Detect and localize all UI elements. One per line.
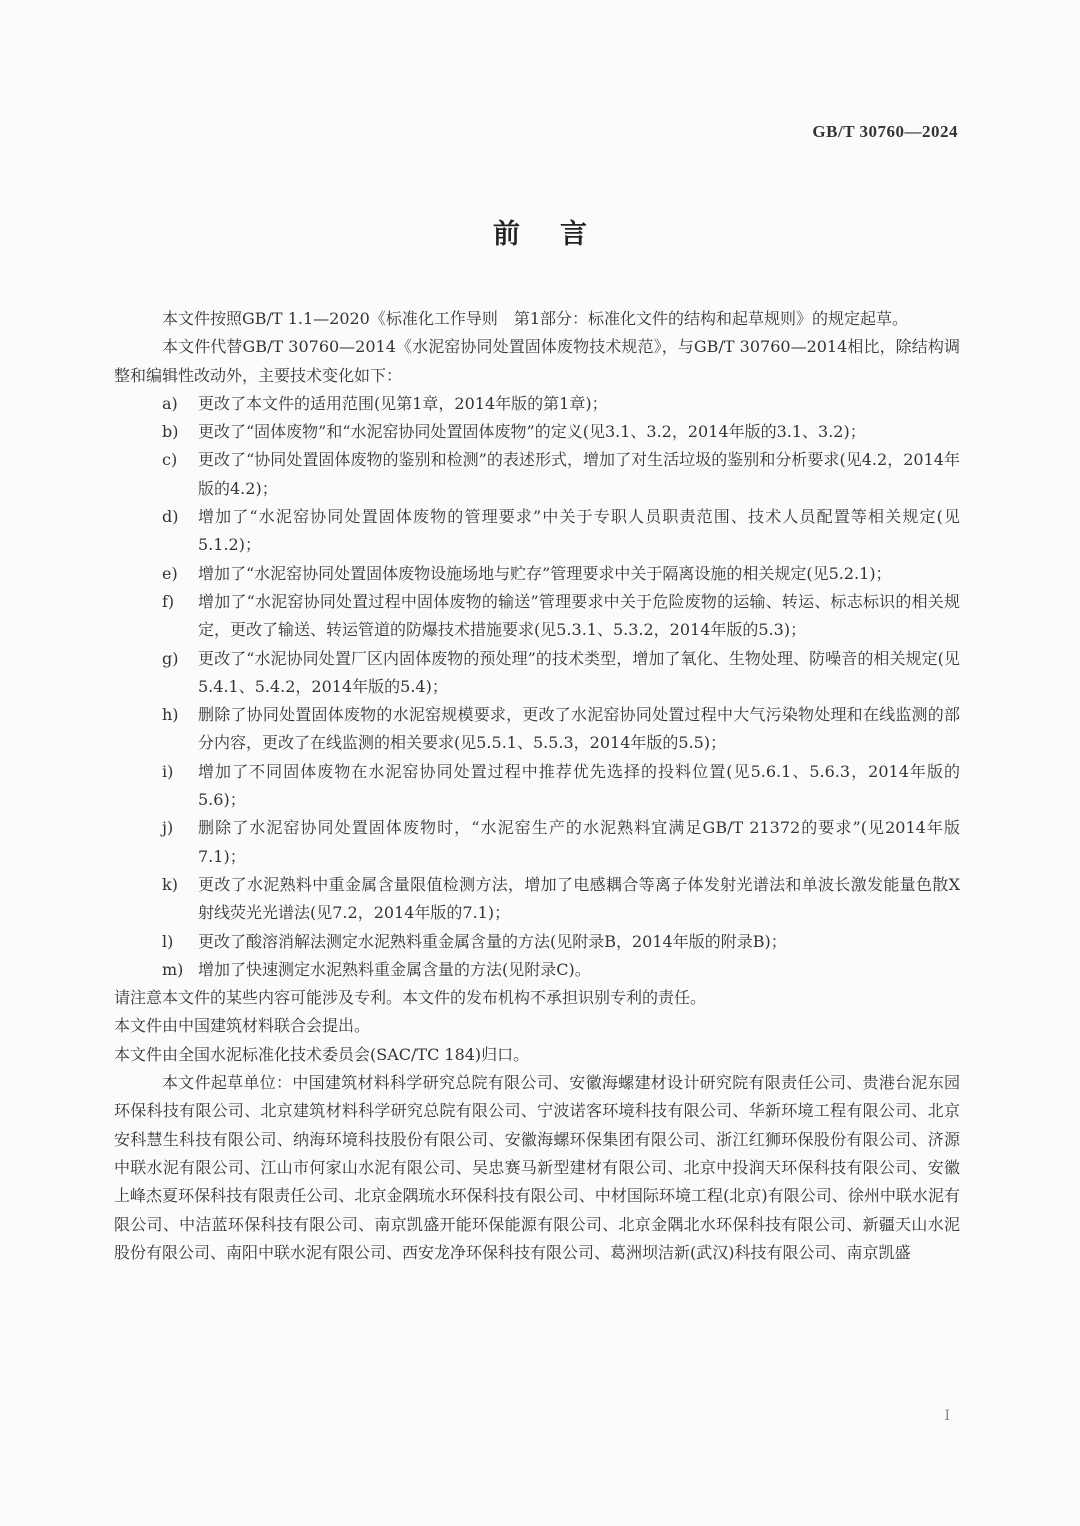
item-label: m) bbox=[162, 959, 184, 979]
changes-list bbox=[114, 390, 960, 984]
item-label: b) bbox=[162, 422, 179, 442]
item-text: 删除了协同处置固体废物的水泥窑规模要求，更改了水泥窑协同处置过程中大气污染物处理和在线监测的部分内容，更改了在线监测的相关要求(见5.5.1、5.5.3，2014年版的5.5)； bbox=[198, 705, 960, 753]
item-label: e) bbox=[162, 563, 178, 583]
patent-notice: 请注意本文件的某些内容可能涉及专利。本文件的发布机构不承担识别专利的责任。 bbox=[114, 988, 707, 1008]
item-text: 更改了“水泥协同处置厂区内固体废物的预处理”的技术类型，增加了氧化、生物处理、防噪音的相关规定(见5.4.1、5.4.2，2014年版的5.4)； bbox=[198, 648, 960, 696]
list-item bbox=[114, 871, 960, 928]
item-text: 更改了“固体废物”和“水泥窑协同处置固体废物”的定义(见3.1、3.2，2014年版的3.1、3.2)； bbox=[198, 422, 866, 442]
item-label: f) bbox=[162, 591, 175, 611]
list-item bbox=[114, 503, 960, 560]
page-number: I bbox=[944, 1408, 950, 1424]
paragraph-drafting-basis: 本文件按照GB/T 1.1—2020《标准化工作导则 第1部分：标准化文件的结构和起草规则》的规定起草。 bbox=[162, 309, 909, 328]
list-item bbox=[114, 814, 960, 871]
item-label: k) bbox=[162, 874, 178, 894]
item-text: 更改了水泥熟料中重金属含量限值检测方法，增加了电感耦合等离子体发射光谱法和单波长激发能量色散X射线荧光光谱法(见7.2，2014年版的7.1)； bbox=[198, 874, 960, 923]
list-item bbox=[114, 701, 960, 758]
item-label: j) bbox=[162, 818, 174, 838]
list-item bbox=[114, 956, 960, 984]
item-text: 增加了不同固体废物在水泥窑协同处置过程中推荐优先选择的投料位置(见5.6.1、5.6.3，2014年版的5.6)； bbox=[198, 761, 960, 810]
item-text: 增加了“水泥窑协同处置固体废物设施场地与贮存”管理要求中关于隔离设施的相关规定(见5.2.1)； bbox=[198, 563, 892, 583]
document-body bbox=[114, 305, 960, 1267]
list-item bbox=[114, 588, 960, 645]
item-label: a) bbox=[162, 393, 178, 413]
centralizer-notice: 本文件由全国水泥标准化技术委员会(SAC/TC 184)归口。 bbox=[114, 1044, 530, 1064]
list-item bbox=[114, 446, 960, 503]
proposer-notice: 本文件由中国建筑材料联合会提出。 bbox=[114, 1016, 371, 1036]
item-label: h) bbox=[162, 705, 179, 725]
item-label: g) bbox=[162, 648, 179, 668]
item-text: 增加了“水泥窑协同处置固体废物的管理要求”中关于专职人员职责范围、技术人员配置等相关规定(见5.1.2)； bbox=[198, 507, 960, 555]
paragraph-replacement: 本文件代替GB/T 30760—2014《水泥窑协同处置固体废物技术规范》，与GB/T 30760—2014相比，除结构调整和编辑性改动外，主要技术变化如下： bbox=[114, 337, 960, 385]
page-title: 前言 bbox=[493, 219, 627, 250]
standard-code: GB/T 30760—2024 bbox=[812, 122, 958, 141]
item-label: c) bbox=[162, 450, 178, 470]
item-text: 删除了水泥窑协同处置固体废物时，“水泥窑生产的水泥熟料宜满足GB/T 21372的要求”(见2014年版7.1)； bbox=[198, 818, 960, 866]
list-item bbox=[114, 758, 960, 815]
list-item bbox=[114, 645, 960, 702]
list-item bbox=[114, 418, 960, 446]
drafting-units: 本文件起草单位：中国建筑材料科学研究总院有限公司、安徽海螺建材设计研究院有限责任公司、贵港台泥东园环保科技有限公司、北京建筑材料科学研究总院有限公司、宁波诺客环境科技有限公司、华新环境工程有限公司、北京安科慧生科技有限公司、纳海环境科技股份有限公司、安徽海螺环保集团有限公司、浙江红狮环保股份有限公司、济源中联水泥有限公司、江山市何家山水泥有限公司、吴忠赛马新型建材有限公司、北京中投润天环保科技有限公司、安徽上峰杰夏环保科技有限责任公司、北京金隅琉水环保科技有限公司、中材国际环境工程(北京)有限公司、徐州中联水泥有限公司、中洁蓝环保科技有限公司、南京凯盛开能环保能源有限公司、北京金隅北水环保科技有限公司、新疆天山水泥股份有限公司、南阳中联水泥有限公司、西安龙净环保科技有限公司、葛洲坝洁新(武汉)科技有限公司、南京凯盛 bbox=[114, 1073, 960, 1262]
item-text: 更改了本文件的适用范围(见第1章，2014年版的第1章)； bbox=[198, 393, 608, 413]
item-text: 增加了快速测定水泥熟料重金属含量的方法(见附录C)。 bbox=[198, 959, 591, 979]
list-item bbox=[114, 928, 960, 956]
item-label: l) bbox=[162, 931, 174, 951]
item-label: i) bbox=[162, 761, 174, 781]
item-text: 增加了“水泥窑协同处置过程中固体废物的输送”管理要求中关于危险废物的运输、转运、标志标识的相关规定，更改了输送、转运管道的防爆技术措施要求(见5.3.1、5.3.2，2014年版的5.3)； bbox=[198, 591, 960, 640]
item-text: 更改了“协同处置固体废物的鉴别和检测”的表述形式，增加了对生活垃圾的鉴别和分析要求(见4.2，2014年版的4.2)； bbox=[198, 450, 960, 498]
item-text: 更改了酸溶消解法测定水泥熟料重金属含量的方法(见附录B，2014年版的附录B)； bbox=[198, 931, 787, 951]
list-item bbox=[114, 390, 960, 418]
list-item bbox=[114, 560, 960, 588]
item-label: d) bbox=[162, 507, 179, 527]
